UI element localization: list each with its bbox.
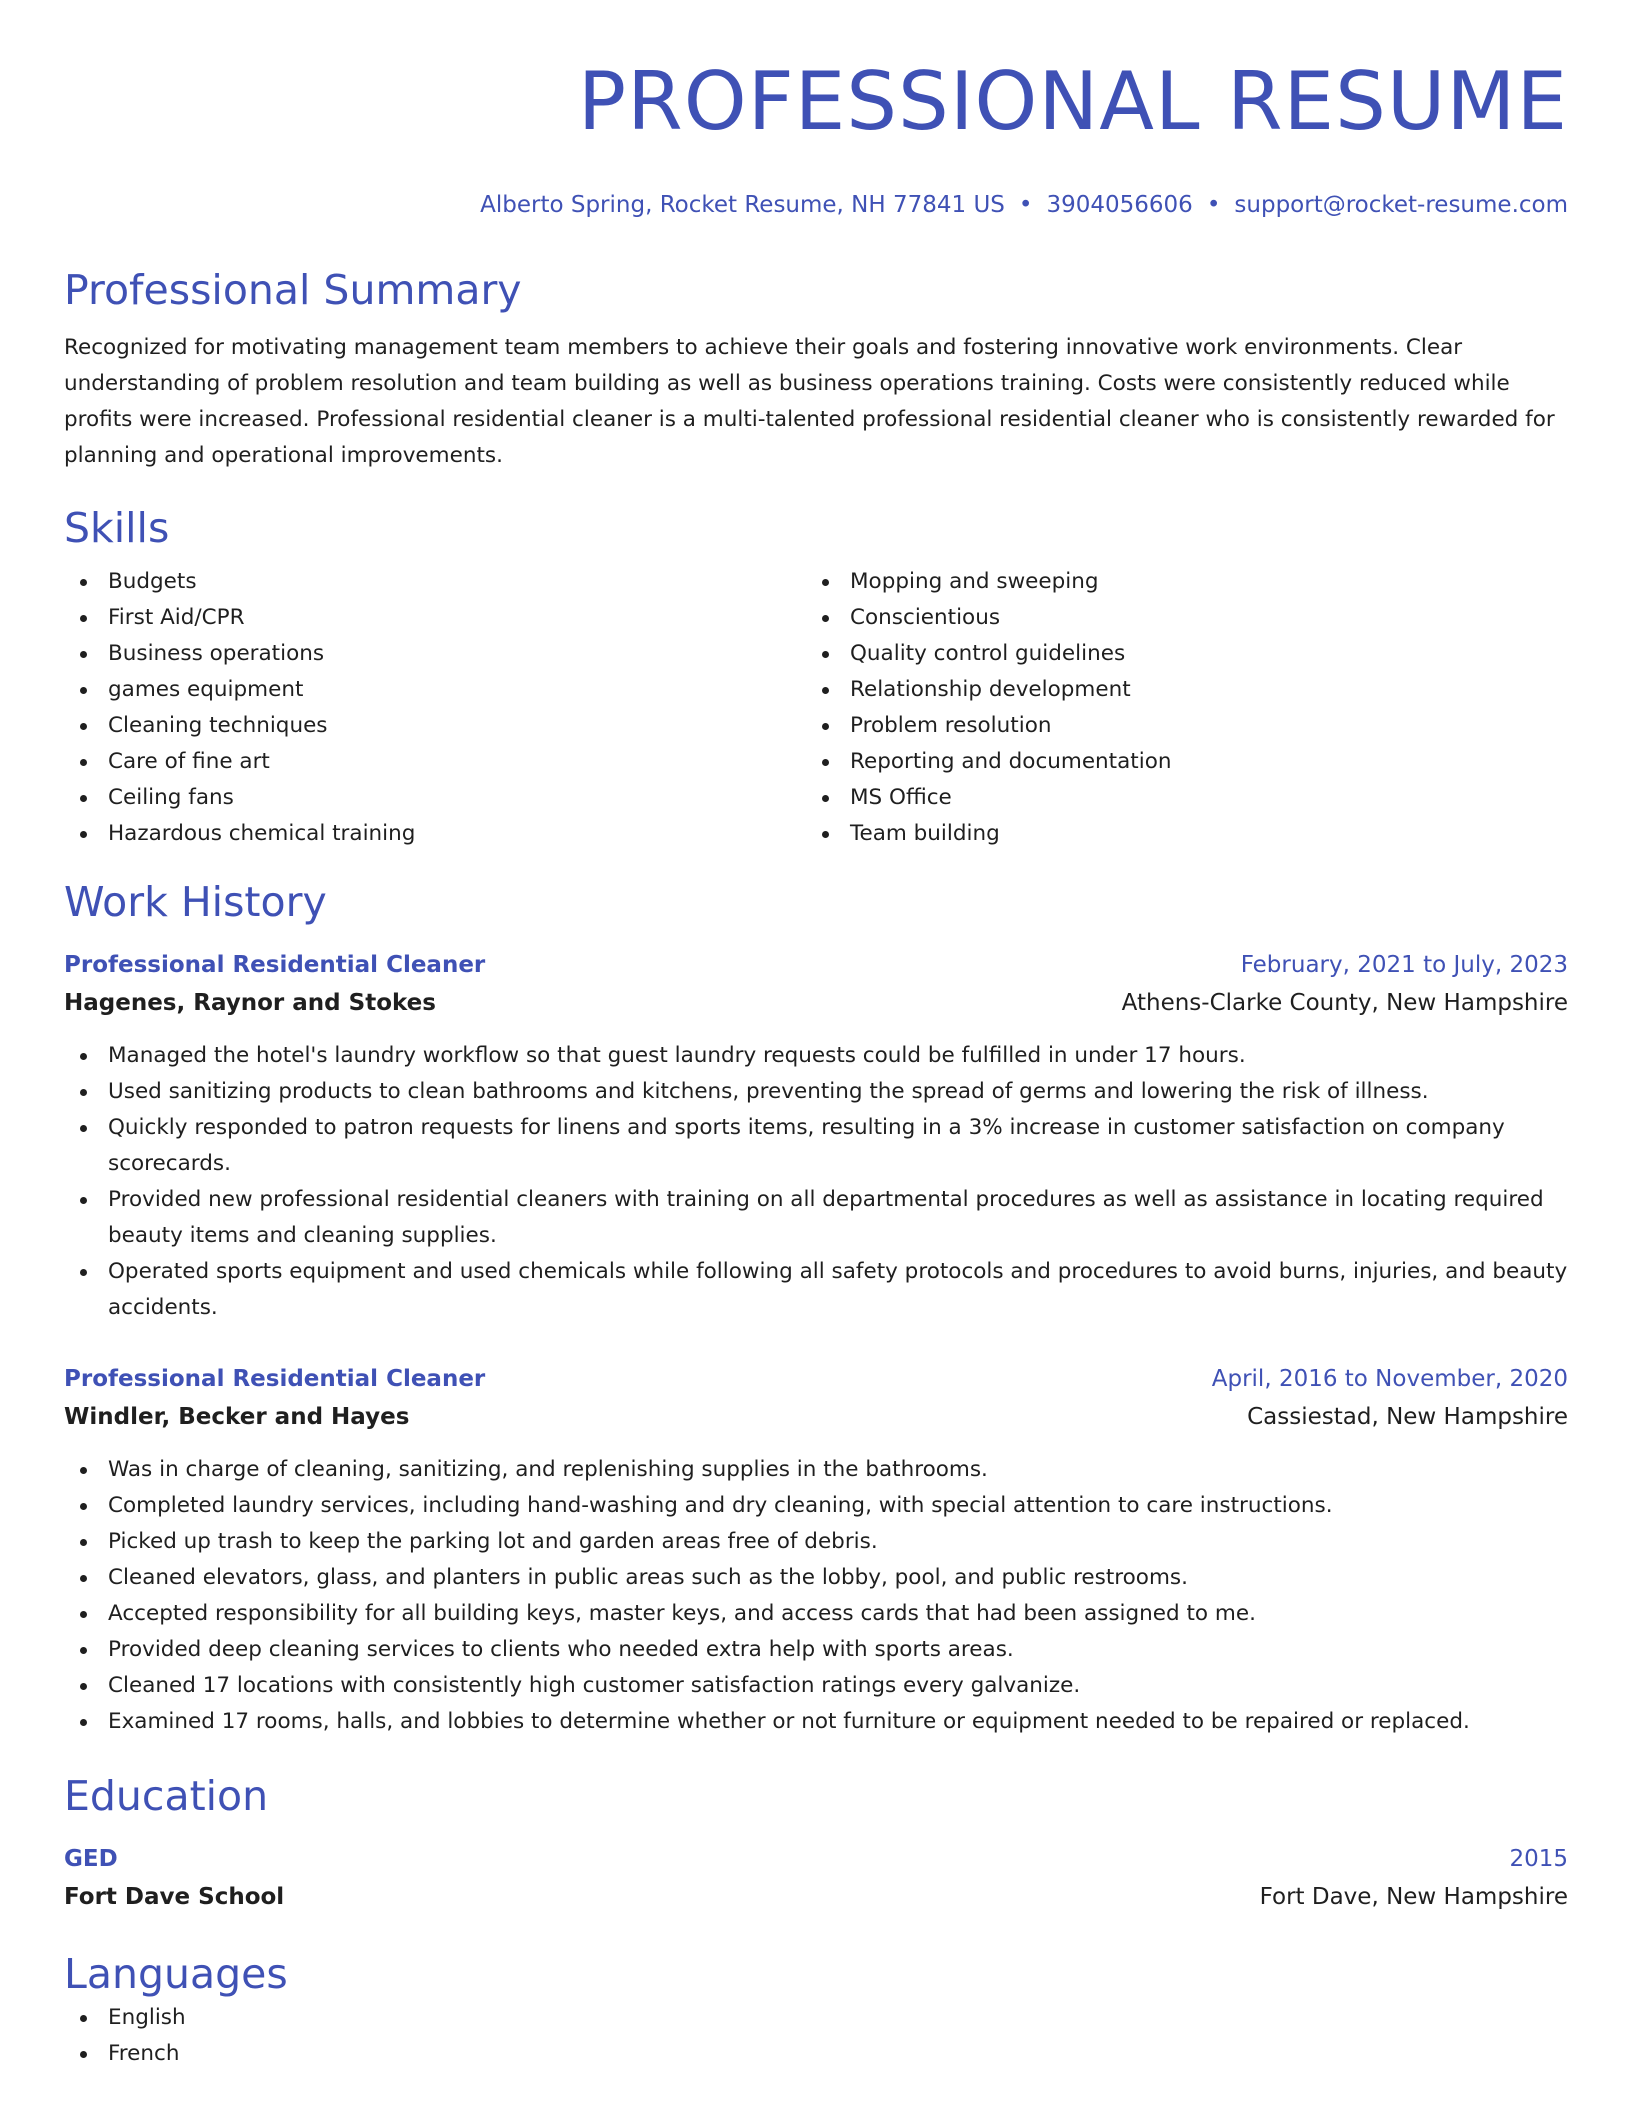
job-dates: February, 2021 to July, 2023	[1240, 952, 1568, 978]
contact-line	[64, 190, 1568, 220]
skills-left-list	[64, 564, 806, 852]
job-location: Cassiestad, New Hampshire	[1247, 1404, 1568, 1430]
job-role: Professional Residential Cleaner	[64, 1366, 486, 1392]
job-duty: Quickly responded to patron requests for linens and sports items, resulting in a 3% increase in customer satisfaction on company scorecards.	[64, 1110, 1568, 1182]
skill-item: Mopping and sweeping	[806, 564, 1548, 600]
skill-item: Budgets	[64, 564, 806, 600]
skill-item: Problem resolution	[806, 708, 1548, 744]
languages-list	[64, 2000, 1568, 2072]
job-location: Athens-Clarke County, New Hampshire	[1121, 990, 1568, 1016]
job-entry	[64, 946, 1568, 1326]
skills-columns	[64, 564, 1568, 852]
education-year: 2015	[1509, 1846, 1568, 1872]
job-duty: Cleaned 17 locations with consistently high customer satisfaction ratings every galvanize.	[64, 1668, 1568, 1704]
skill-item: Care of fine art	[64, 744, 806, 780]
job-company-row	[64, 984, 1568, 1022]
resume-page	[64, 0, 1568, 2072]
job-duty: Accepted responsibility for all building keys, master keys, and access cards that had been assigned to me.	[64, 1596, 1568, 1632]
contact-separator: •	[1018, 192, 1033, 218]
education-heading: Education	[64, 1772, 269, 1820]
resume-title: PROFESSIONAL RESUME	[577, 55, 1568, 148]
job-role-row	[64, 1360, 1568, 1398]
job-duties-list	[64, 1452, 1568, 1740]
skill-item: MS Office	[806, 780, 1548, 816]
job-duty: Was in charge of cleaning, sanitizing, and replenishing supplies in the bathrooms.	[64, 1452, 1568, 1488]
contact-phone: 3904056606	[1046, 192, 1193, 218]
job-company: Windler, Becker and Hayes	[64, 1404, 410, 1430]
work-history-heading: Work History	[64, 878, 327, 926]
job-duty: Operated sports equipment and used chemicals while following all safety protocols and procedures to avoid burns, injuries, and beauty accidents.	[64, 1254, 1568, 1326]
job-entry	[64, 1360, 1568, 1740]
skill-item: Team building	[806, 816, 1548, 852]
education-school-row	[64, 1878, 1568, 1916]
education-school: Fort Dave School	[64, 1884, 285, 1910]
job-duty: Cleaned elevators, glass, and planters in public areas such as the lobby, pool, and public restrooms.	[64, 1560, 1568, 1596]
skill-item: Hazardous chemical training	[64, 816, 806, 852]
skill-item: Quality control guidelines	[806, 636, 1548, 672]
job-duty: Managed the hotel's laundry workflow so that guest laundry requests could be fulfilled in under 17 hours.	[64, 1038, 1568, 1074]
skill-item: Ceiling fans	[64, 780, 806, 816]
skill-item: First Aid/CPR	[64, 600, 806, 636]
job-duty: Picked up trash to keep the parking lot and garden areas free of debris.	[64, 1524, 1568, 1560]
job-company: Hagenes, Raynor and Stokes	[64, 990, 436, 1016]
skill-item: Reporting and documentation	[806, 744, 1548, 780]
summary-text: Recognized for motivating management team members to achieve their goals and fostering innovative work environments. Clear understanding of problem resolution and team building as well as business operations training. Costs were consistently reduced while profits were increased. Professional residential cleaner is a multi-talented professional residential cleaner who is consistently rewarded for planning and operational improvements.	[64, 335, 1555, 468]
job-duty: Completed laundry services, including hand-washing and dry cleaning, with special attention to care instructions.	[64, 1488, 1568, 1524]
education-location: Fort Dave, New Hampshire	[1259, 1884, 1568, 1910]
skill-item: Business operations	[64, 636, 806, 672]
job-duty: Used sanitizing products to clean bathrooms and kitchens, preventing the spread of germs and lowering the risk of illness.	[64, 1074, 1568, 1110]
job-duty: Examined 17 rooms, halls, and lobbies to determine whether or not furniture or equipment needed to be repaired or replaced.	[64, 1704, 1568, 1740]
education-degree: GED	[64, 1846, 118, 1872]
job-role-row	[64, 946, 1568, 984]
skill-item: Cleaning techniques	[64, 708, 806, 744]
job-duties-list	[64, 1038, 1568, 1326]
skills-heading: Skills	[64, 504, 170, 552]
contact-email: support@rocket-resume.com	[1234, 192, 1568, 218]
job-duty: Provided deep cleaning services to clients who needed extra help with sports areas.	[64, 1632, 1568, 1668]
skill-item: Relationship development	[806, 672, 1548, 708]
job-duty: Provided new professional residential cleaners with training on all departmental procedures as well as assistance in locating required beauty items and cleaning supplies.	[64, 1182, 1568, 1254]
skills-right-list	[806, 564, 1548, 852]
summary-heading: Professional Summary	[64, 266, 522, 314]
languages-heading: Languages	[64, 1950, 288, 1998]
skill-item: Conscientious	[806, 600, 1548, 636]
education-entry	[64, 1840, 1568, 1916]
job-company-row	[64, 1398, 1568, 1436]
contact-separator: •	[1206, 192, 1221, 218]
language-item: French	[64, 2036, 1568, 2072]
job-dates: April, 2016 to November, 2020	[1211, 1366, 1568, 1392]
language-item: English	[64, 2000, 1568, 2036]
job-role: Professional Residential Cleaner	[64, 952, 486, 978]
education-degree-row	[64, 1840, 1568, 1878]
skill-item: games equipment	[64, 672, 806, 708]
contact-address: Alberto Spring, Rocket Resume, NH 77841 US	[480, 192, 1005, 218]
